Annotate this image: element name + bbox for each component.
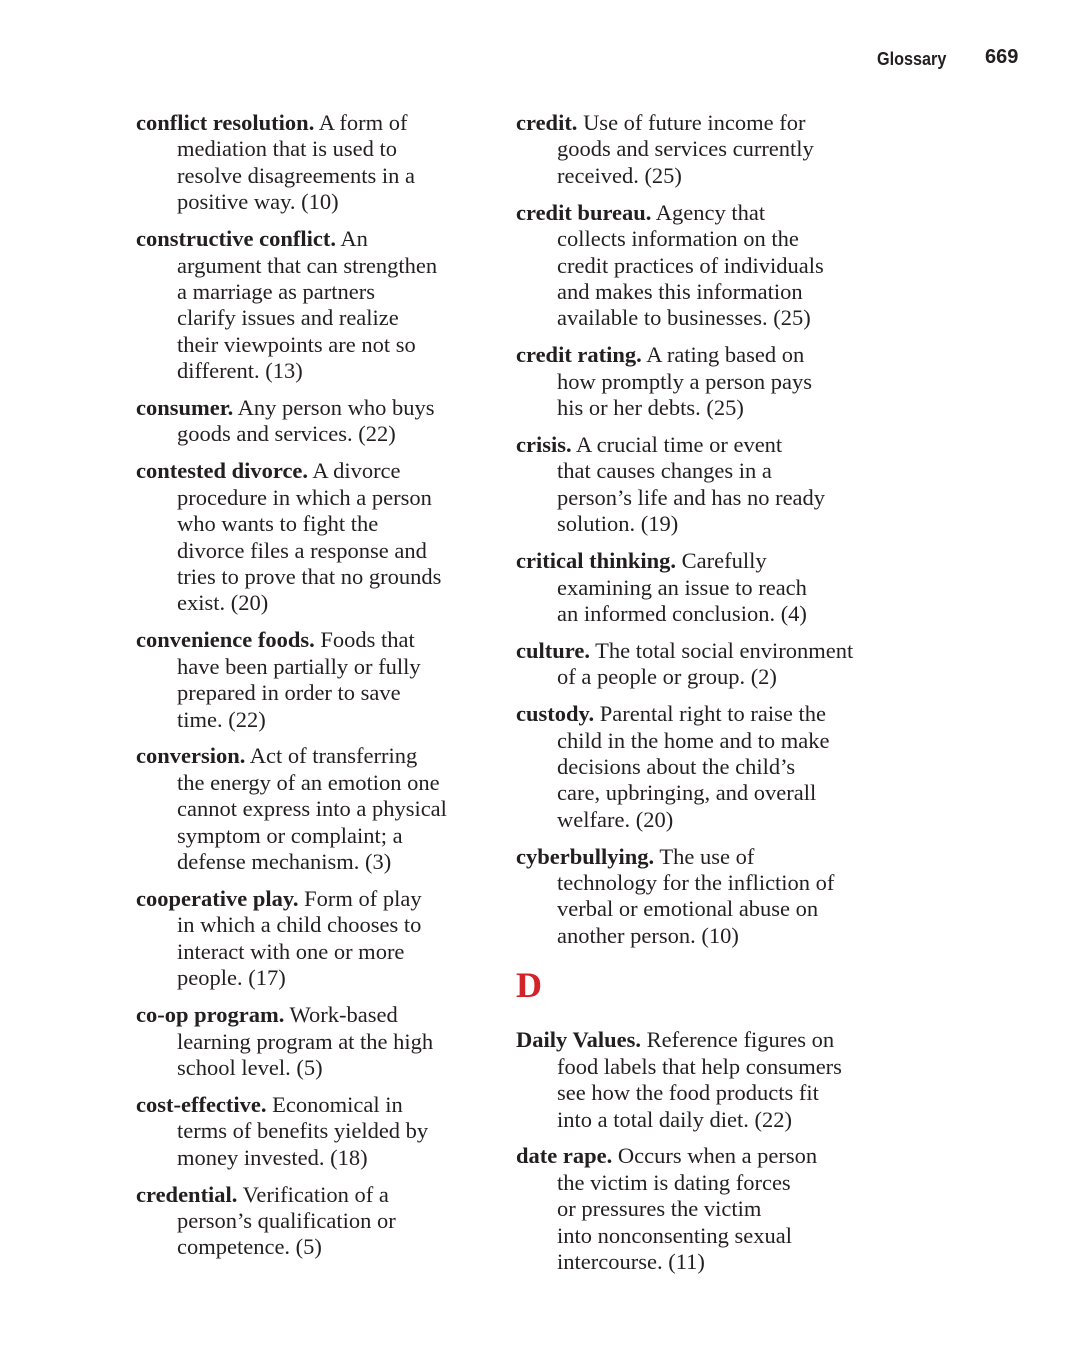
definition-text: person’s life and has no ready [557, 484, 826, 510]
definition-line [136, 939, 496, 965]
glossary-entry [136, 395, 496, 448]
definition-text: in which a child chooses to [177, 912, 422, 938]
definition-text: interact with one or more [177, 938, 405, 964]
definition-line [136, 279, 496, 305]
definition-text: time. (22) [177, 706, 266, 732]
running-header-title: Glossary [877, 49, 947, 69]
definition-text: cannot express into a physical [177, 796, 447, 822]
definition-text: learning program at the high [177, 1028, 434, 1054]
definition-text: into a total daily diet. (22) [557, 1106, 792, 1132]
definition-text: The use of [654, 843, 755, 869]
glossary-term: conversion. [136, 743, 246, 769]
definition-text: people. (17) [177, 965, 286, 991]
glossary-term: credit rating. [516, 342, 642, 368]
glossary-term: conflict resolution. [136, 110, 315, 135]
definition-text: received. (25) [557, 162, 682, 188]
entry-first-line [516, 701, 876, 727]
definition-line [516, 1107, 876, 1133]
definition-text: divorce files a response and [177, 537, 427, 563]
definition-line [136, 564, 496, 590]
glossary-term: convenience foods. [136, 627, 315, 653]
glossary-entry [136, 458, 496, 616]
glossary-entry [136, 886, 496, 992]
glossary-term: credit bureau. [516, 199, 652, 225]
entry-first-line [516, 110, 876, 136]
definition-text: technology for the infliction of [557, 870, 835, 896]
definition-line [136, 189, 496, 215]
definition-line [136, 1145, 496, 1171]
definition-text: Verification of a [237, 1181, 389, 1207]
definition-text: collects information on the [557, 226, 799, 252]
definition-text: that causes changes in a [557, 458, 772, 484]
definition-line [136, 965, 496, 991]
definition-text: argument that can strengthen [177, 252, 438, 278]
definition-line [136, 823, 496, 849]
entry-first-line [136, 226, 496, 252]
definition-line [516, 226, 876, 252]
glossary-term: cost-effective. [136, 1091, 267, 1117]
definition-line [136, 163, 496, 189]
definition-text: Parental right to raise the [594, 701, 826, 727]
definition-line [516, 279, 876, 305]
definition-line [136, 707, 496, 733]
glossary-term: credential. [136, 1181, 238, 1207]
definition-text: Work-based [284, 1002, 398, 1028]
definition-text: school level. (5) [177, 1054, 323, 1080]
glossary-entry [136, 1002, 496, 1081]
definition-text: have been partially or fully [177, 653, 421, 679]
entry-first-line [516, 1027, 876, 1053]
glossary-entry [516, 1143, 876, 1275]
glossary-entry [136, 743, 496, 875]
definition-text: Act of transferring [245, 743, 418, 769]
entry-first-line [136, 1002, 496, 1028]
definition-line [516, 1249, 876, 1275]
glossary-entry [516, 701, 876, 833]
definition-text: competence. (5) [177, 1234, 322, 1260]
definition-line [516, 923, 876, 949]
definition-line [136, 253, 496, 279]
glossary-entry [516, 638, 876, 691]
definition-line [136, 421, 496, 447]
glossary-column-right [516, 110, 876, 1286]
definition-line [136, 1118, 496, 1144]
definition-text: into nonconsenting sexual [557, 1222, 792, 1248]
definition-line [516, 575, 876, 601]
definition-text: decisions about the child’s [557, 753, 796, 779]
entry-first-line [136, 110, 496, 136]
definition-text: procedure in which a person [177, 484, 432, 510]
entry-first-line [516, 342, 876, 368]
definition-line [516, 807, 876, 833]
definition-line [136, 654, 496, 680]
entry-first-line [136, 627, 496, 653]
definition-text: tries to prove that no grounds [177, 564, 442, 589]
glossary-entry [136, 110, 496, 216]
entry-first-line [516, 432, 876, 458]
glossary-entry [516, 432, 876, 538]
definition-line [516, 136, 876, 162]
glossary-term: co-op program. [136, 1002, 285, 1028]
definition-text: Carefully [676, 548, 767, 574]
definition-line [136, 796, 496, 822]
definition-text: goods and services currently [557, 136, 814, 162]
definition-text: Reference figures on [641, 1027, 835, 1053]
glossary-entry [136, 226, 496, 384]
definition-text: care, upbringing, and overall [557, 780, 817, 806]
definition-text: available to businesses. (25) [557, 305, 811, 331]
definition-text: exist. (20) [177, 590, 269, 616]
definition-text: symptom or complaint; a [177, 822, 403, 848]
definition-text: The total social environment [589, 637, 854, 663]
definition-text: welfare. (20) [557, 806, 674, 832]
definition-line [516, 870, 876, 896]
entry-first-line [136, 395, 496, 421]
definition-line [516, 511, 876, 537]
definition-text: person’s qualification or [177, 1207, 396, 1233]
glossary-entry [136, 1092, 496, 1171]
definition-text: the energy of an emotion one [177, 769, 440, 795]
definition-text: the victim is dating forces [557, 1169, 791, 1195]
glossary-entry [516, 1027, 876, 1133]
definition-text: Form of play [298, 885, 422, 911]
definition-line [516, 395, 876, 421]
entry-first-line [136, 1092, 496, 1118]
definition-text: Economical in [266, 1091, 403, 1117]
definition-line [516, 780, 876, 806]
definition-line [136, 680, 496, 706]
definition-line [516, 369, 876, 395]
entry-first-line [516, 200, 876, 226]
definition-line [136, 849, 496, 875]
definition-line [136, 1055, 496, 1081]
definition-text: or pressures the victim [557, 1196, 762, 1222]
glossary-term: Daily Values. [516, 1027, 642, 1053]
glossary-term: consumer. [136, 395, 234, 421]
definition-line [516, 163, 876, 189]
definition-text: credit practices of individuals [557, 252, 824, 278]
definition-line [516, 664, 876, 690]
entry-first-line [516, 638, 876, 664]
definition-line [516, 601, 876, 627]
definition-text: A rating based on [641, 342, 805, 368]
definition-text: clarify issues and realize [177, 305, 399, 331]
definition-line [516, 1054, 876, 1080]
page-number: 669 [985, 46, 1019, 68]
definition-line [136, 332, 496, 358]
definition-line [136, 511, 496, 537]
definition-line [516, 305, 876, 331]
glossary-term: custody. [516, 701, 595, 727]
glossary-term: critical thinking. [516, 548, 677, 574]
glossary-entry [516, 110, 876, 189]
glossary-entry [516, 200, 876, 332]
definition-line [516, 1080, 876, 1106]
definition-line [136, 590, 496, 616]
glossary-entry [516, 844, 876, 950]
definition-line [516, 896, 876, 922]
definition-text: verbal or emotional abuse on [557, 896, 819, 922]
definition-text: goods and services. (22) [177, 421, 396, 447]
definition-text: another person. (10) [557, 922, 739, 948]
definition-text: positive way. (10) [177, 189, 339, 215]
definition-line [516, 1196, 876, 1222]
definition-text: and makes this information [557, 278, 803, 304]
definition-text: his or her debts. (25) [557, 395, 744, 421]
definition-line [516, 458, 876, 484]
definition-text: an informed conclusion. (4) [557, 600, 807, 626]
definition-text: A form of [314, 110, 408, 135]
definition-text: examining an issue to reach [557, 574, 807, 600]
definition-text: terms of benefits yielded by [177, 1118, 429, 1144]
definition-text: child in the home and to make [557, 727, 830, 753]
definition-text: of a people or group. (2) [557, 664, 777, 690]
glossary-term: credit. [516, 110, 578, 135]
definition-text: Use of future income for [577, 110, 806, 135]
definition-text: different. (13) [177, 358, 303, 384]
entry-first-line [516, 1143, 876, 1169]
definition-text: money invested. (18) [177, 1144, 368, 1170]
definition-text: defense mechanism. (3) [177, 849, 392, 875]
entry-first-line [136, 458, 496, 484]
definition-text: how promptly a person pays [557, 368, 812, 394]
entry-first-line [136, 1182, 496, 1208]
definition-line [516, 1170, 876, 1196]
definition-line [136, 485, 496, 511]
definition-line [516, 485, 876, 511]
definition-text: mediation that is used to [177, 136, 397, 162]
definition-line [516, 1223, 876, 1249]
definition-line [136, 912, 496, 938]
definition-text: Occurs when a person [612, 1143, 818, 1169]
definition-text: Any person who buys [233, 395, 435, 421]
entry-first-line [516, 548, 876, 574]
glossary-column-left [136, 110, 496, 1271]
entry-first-line [136, 886, 496, 912]
definition-line [136, 1029, 496, 1055]
definition-text: their viewpoints are not so [177, 331, 416, 357]
glossary-term: contested divorce. [136, 458, 309, 484]
glossary-term: cyberbullying. [516, 843, 655, 869]
definition-text: a marriage as partners [177, 278, 376, 304]
definition-text: An [335, 226, 368, 252]
definition-text: Foods that [314, 627, 415, 653]
glossary-term: constructive conflict. [136, 226, 336, 252]
glossary-entry [136, 1182, 496, 1261]
glossary-entry [516, 342, 876, 421]
definition-text: food labels that help consumers [557, 1053, 842, 1079]
definition-line [516, 728, 876, 754]
definition-line [136, 358, 496, 384]
definition-line [516, 754, 876, 780]
definition-text: who wants to fight the [177, 511, 379, 537]
definition-text: prepared in order to save [177, 680, 401, 706]
definition-text: solution. (19) [557, 511, 679, 537]
definition-text: intercourse. (11) [557, 1249, 705, 1275]
entry-first-line [516, 844, 876, 870]
definition-text: A crucial time or event [571, 431, 783, 457]
glossary-term: cooperative play. [136, 885, 299, 911]
glossary-term: crisis. [516, 431, 572, 457]
definition-line [516, 253, 876, 279]
definition-line [136, 136, 496, 162]
glossary-term: culture. [516, 637, 590, 663]
definition-text: see how the food products fit [557, 1080, 819, 1106]
definition-line [136, 1234, 496, 1260]
glossary-entry [516, 548, 876, 627]
entry-first-line [136, 743, 496, 769]
definition-text: Agency that [651, 199, 766, 225]
definition-line [136, 770, 496, 796]
definition-line [136, 1208, 496, 1234]
definition-line [136, 538, 496, 564]
glossary-entry [136, 627, 496, 733]
definition-text: A divorce [308, 458, 401, 484]
section-letter-d: D [516, 965, 542, 1006]
definition-text: resolve disagreements in a [177, 162, 416, 188]
definition-line [136, 305, 496, 331]
glossary-term: date rape. [516, 1143, 613, 1169]
